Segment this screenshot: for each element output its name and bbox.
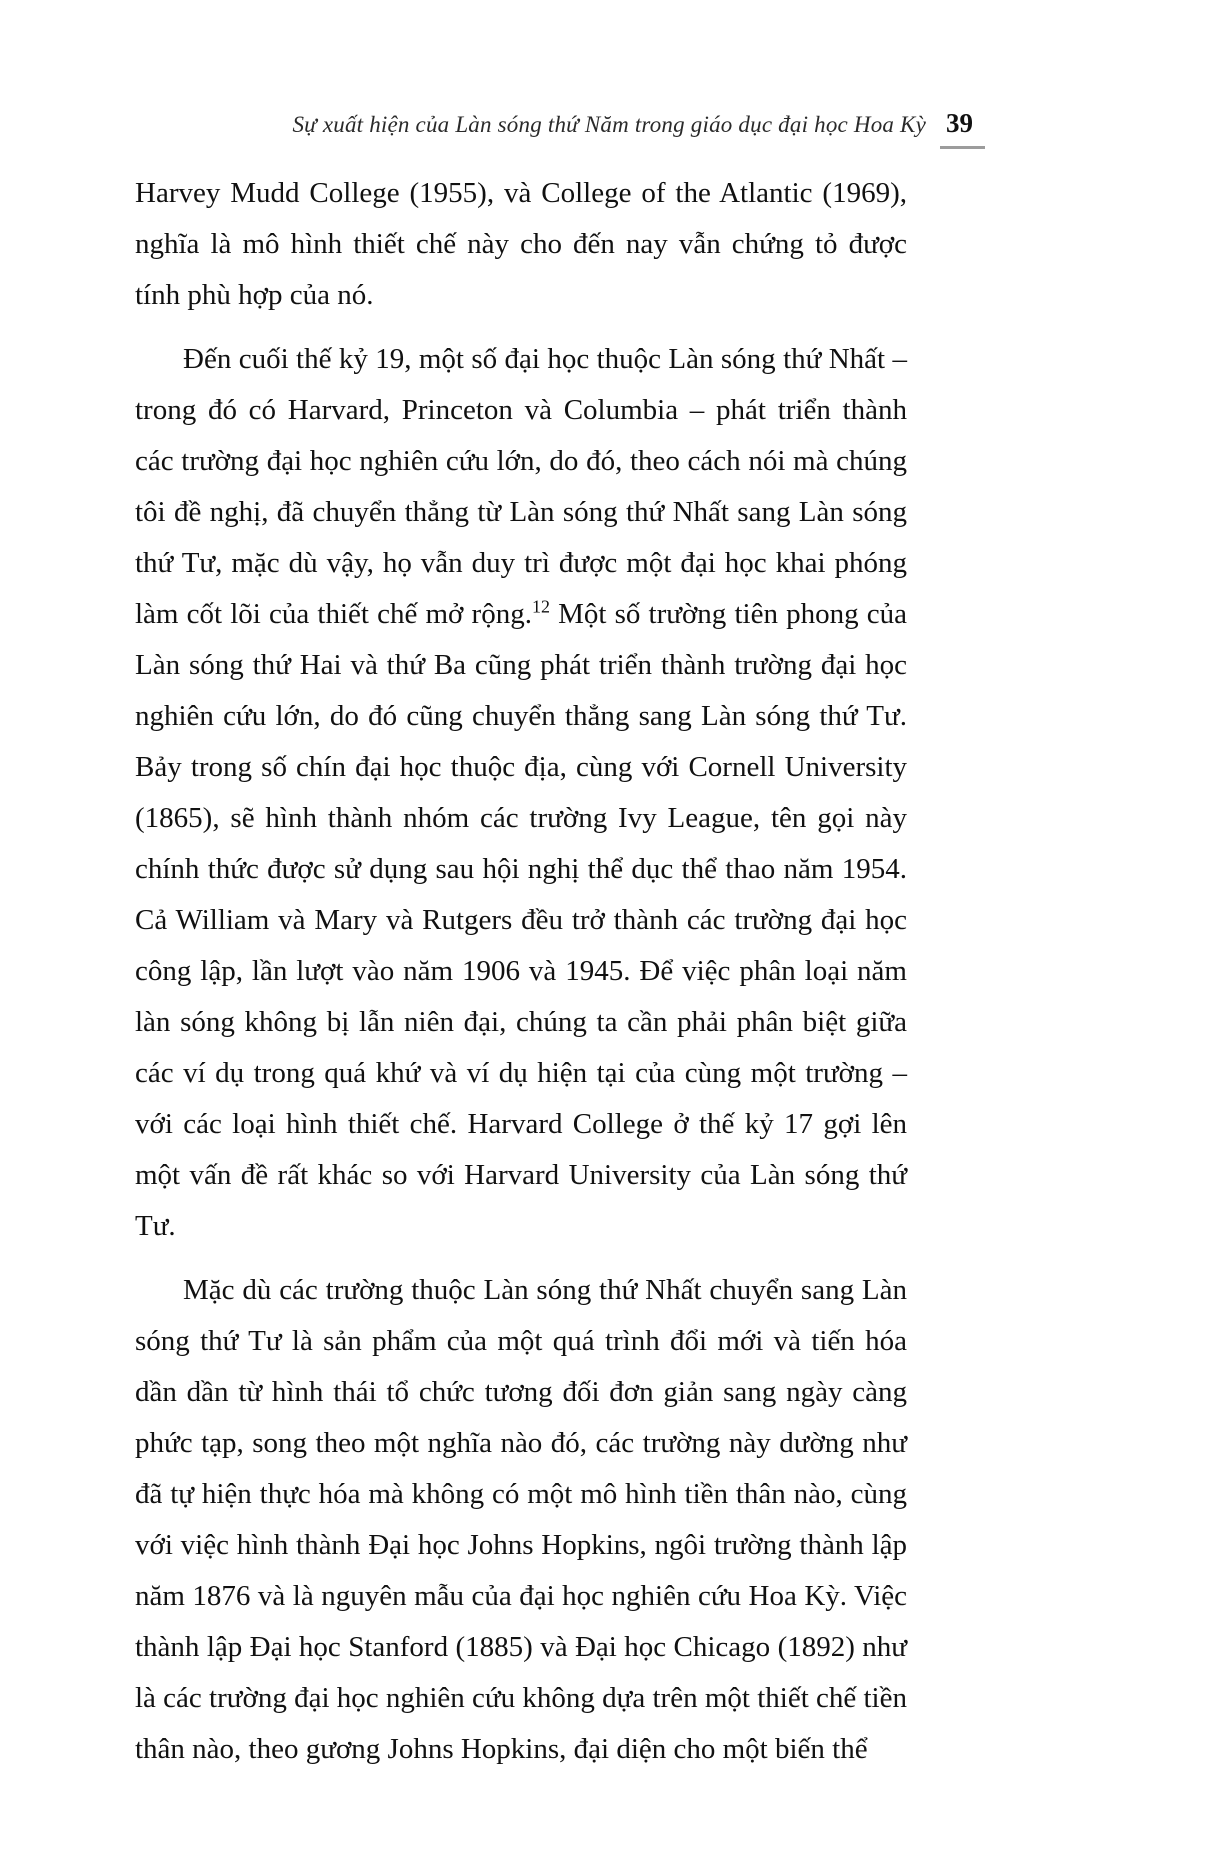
paragraph: [135, 1265, 907, 1775]
text-run: Mặc dù các trường thuộc Làn sóng thứ Nhất chuyển sang Làn sóng thứ Tư là sản phẩm của một quá trình đổi mới và tiến hóa dần dần từ hình thái tổ chức tương đối đơn giản sang ngày càng phức tạp, song theo một nghĩa nào đó, các trường này dường như đã tự hiện thực hóa mà không có một mô hình tiền thân nào, cùng với việc hình thành Đại học Johns Hopkins, ngôi trường thành lập năm 1876 và là nguyên mẫu của đại học nghiên cứu Hoa Kỳ. Việc thành lập Đại học Stanford (1885) và Đại học Chicago (1892) như là các trường đại học nghiên cứu không dựa trên một thiết chế tiền thân nào, theo gương Johns Hopkins, đại diện cho một biến thể: [135, 1274, 907, 1765]
page-number: 39: [940, 108, 985, 149]
paragraph: [135, 334, 907, 1252]
footnote-ref: 12: [531, 596, 550, 617]
paragraph: [135, 168, 907, 321]
text-run: Harvey Mudd College (1955), và College of the Atlantic (1969), nghĩa là mô hình thiết chế này cho đến nay vẫn chứng tỏ được tính phù hợp của nó.: [135, 177, 907, 311]
text-run: Đến cuối thế kỷ 19, một số đại học thuộc Làn sóng thứ Nhất – trong đó có Harvard, Princeton và Columbia – phát triển thành các trường đại học nghiên cứu lớn, do đó, theo cách nói mà chúng tôi đề nghị, đã chuyển thẳng từ Làn sóng thứ Nhất sang Làn sóng thứ Tư, mặc dù vậy, họ vẫn duy trì được một đại học khai phóng làm cốt lõi của thiết chế mở rộng.: [135, 343, 907, 630]
page-header: [135, 108, 985, 149]
running-head: Sự xuất hiện của Làn sóng thứ Năm trong giáo dục đại học Hoa Kỳ: [292, 112, 926, 137]
page-content: [135, 168, 907, 1788]
text-run: Một số trường tiên phong của Làn sóng thứ Hai và thứ Ba cũng phát triển thành trường đại học nghiên cứu lớn, do đó cũng chuyển thẳng sang Làn sóng thứ Tư. Bảy trong số chín đại học thuộc địa, cùng với Cornell University (1865), sẽ hình thành nhóm các trường Ivy League, tên gọi này chính thức được sử dụng sau hội nghị thể dục thể thao năm 1954. Cả William và Mary và Rutgers đều trở thành các trường đại học công lập, lần lượt vào năm 1906 và 1945. Để việc phân loại năm làn sóng không bị lẫn niên đại, chúng ta cần phải phân biệt giữa các ví dụ trong quá khứ và ví dụ hiện tại của cùng một trường – với các loại hình thiết chế. Harvard College ở thế kỷ 17 gợi lên một vấn đề rất khác so với Harvard University của Làn sóng thứ Tư.: [135, 598, 908, 1242]
